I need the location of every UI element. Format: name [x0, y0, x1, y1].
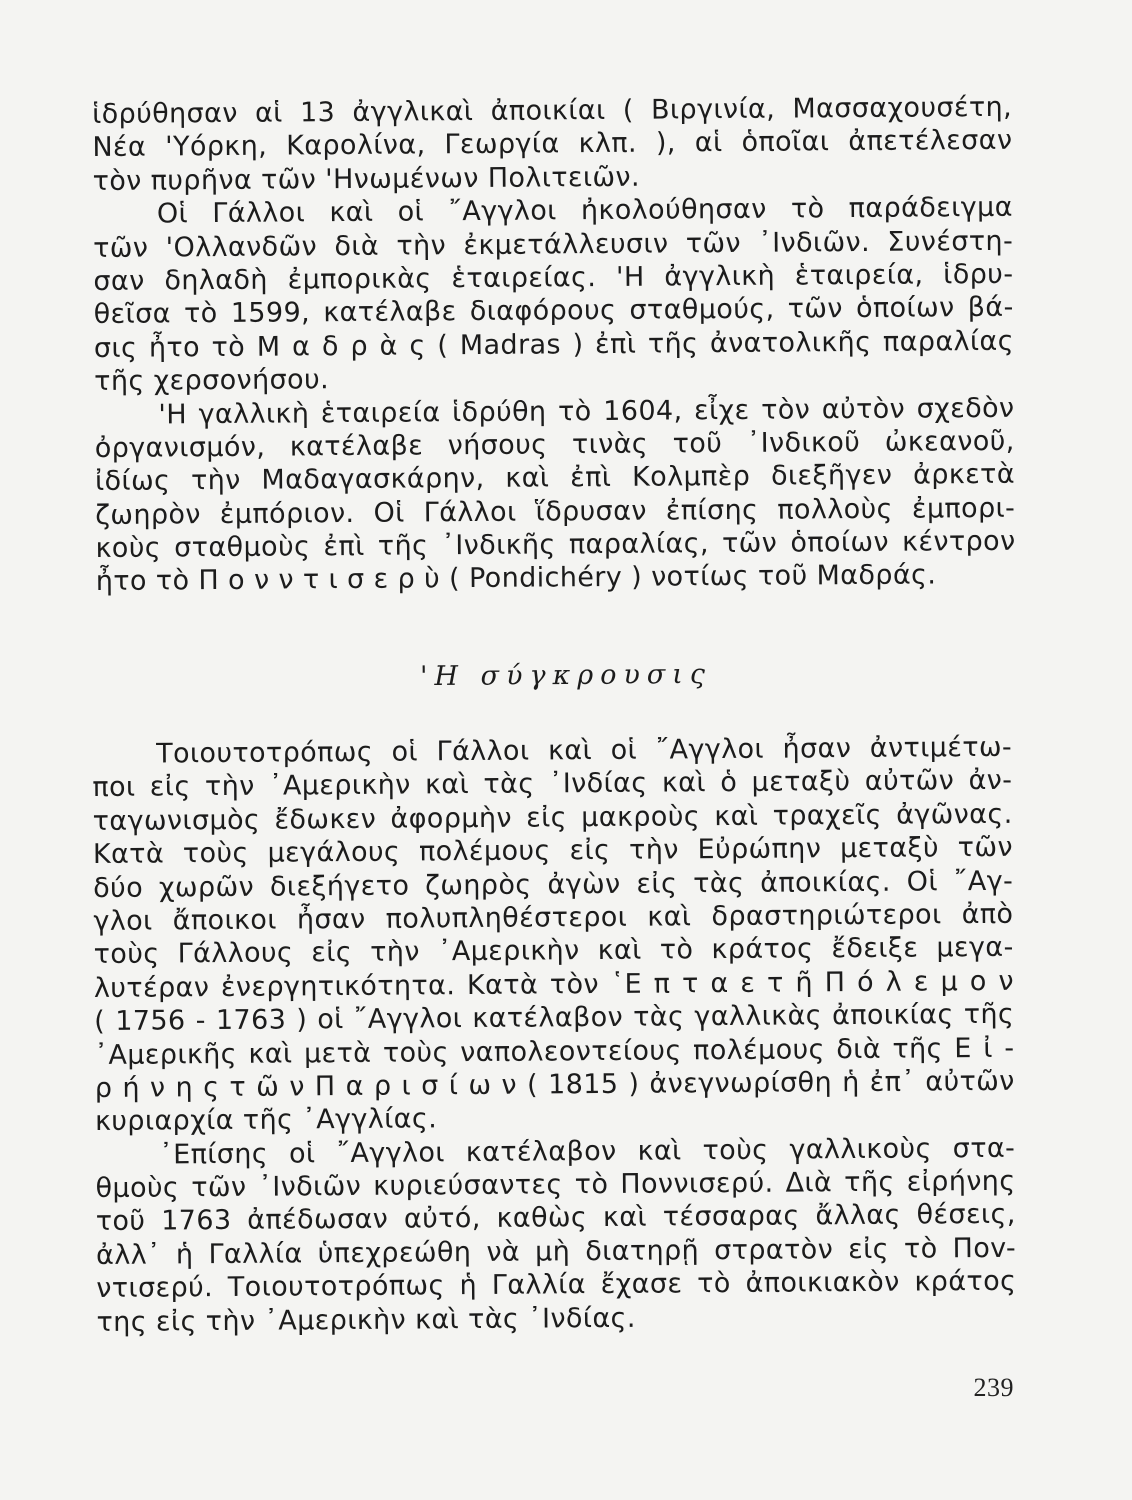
text-line: ἱδρύθησαν αἱ 13 ἀγγλικαὶ ἀποικίαι ( Βιργινία, Μασσαχουσέτη, — [92, 91, 1013, 130]
section-heading: 'Η σύγκρουσις — [419, 658, 713, 693]
text-line: ντισερύ. Τοιουτοτρόπως ἡ Γαλλία ἔχασε τὸ ἀποικιακὸν κράτος — [96, 1266, 1017, 1305]
text-line: τοὺς Γάλλους εἰς τὴν ᾽Αμερικὴν καὶ τὸ κράτος ἔδειξε μεγα- — [93, 932, 1014, 971]
text-line: ὀργανισμόν, κατέλαβε νήσους τινὰς τοῦ ᾽Ινδικοῦ ὠκεανοῦ, — [94, 425, 1015, 464]
text-line: ἦτο τὸ Π ο ν ν τ ι σ ε ρ ὺ ( Pondichéry ) νοτίως τοῦ Μαδράς. — [95, 559, 937, 598]
text-line: κυριαρχία τῆς ᾽Αγγλίας. — [94, 1103, 438, 1138]
text-line: ἰδίως τὴν Μαδαγασκάρην, καὶ ἐπὶ Κολμπὲρ διεξῆγεν ἀρκετὰ — [94, 459, 1016, 498]
text-line: ( 1756 - 1763 ) οἱ ῎Αγγλοι κατέλαβον τὰς γαλλικὰς ἀποικίας τῆς — [94, 998, 1015, 1038]
text-line: θεῖσα τὸ 1599, κατέλαβε διαφόρους σταθμούς, τῶν ὁποίων βά- — [93, 292, 1014, 331]
text-line: σις ἦτο τὸ Μ α δ ρ ὰ ς ( Madras ) ἐπὶ τῆς ἀνατολικῆς παραλίας — [93, 325, 1015, 364]
text-line: ζωηρὸν ἐμπόριον. Οἱ Γάλλοι ἵδρυσαν ἐπίσης πολλοὺς ἐμπορι- — [95, 492, 1016, 531]
text-line: λυτέραν ἐνεργητικότητα. Κατὰ τὸν ῾Ε π τ α ε τ ῆ Π ό λ ε μ ο ν — [93, 965, 1015, 1004]
text-line: δύο χωρῶν διεξήγετο ζωηρὸς ἀγὼν εἰς τὰς ἀποικίας. Οἱ ῎Αγ- — [93, 865, 1014, 904]
text-line: τῆς χερσονήσου. — [94, 364, 330, 398]
text-line: της εἰς τὴν ᾽Αμερικὴν καὶ τὰς ᾽Ινδίας. — [96, 1302, 636, 1338]
text-line: Τοιουτοτρόπως οἱ Γάλλοι καὶ οἱ ῎Αγγλοι ἦσαν ἀντιμέτω- — [156, 731, 1013, 770]
page-number: 239 — [973, 1373, 1014, 1402]
text-line: 'Η γαλλικὴ ἑταιρεία ἱδρύθη τὸ 1604, εἶχε τὸν αὐτὸν σχεδὸν — [158, 392, 1015, 431]
text-line: σαν δηλαδὴ ἐμπορικὰς ἑταιρείας. 'Η ἀγγλικὴ ἑταιρεία, ἱδρυ- — [93, 258, 1014, 297]
text-line: ταγωνισμὸς ἔδωκεν ἀφορμὴν εἰς μακροὺς καὶ τραχεῖς ἀγῶνας. — [92, 798, 1013, 837]
text-line: τὸν πυρῆνα τῶν 'Ηνωμένων Πολιτειῶν. — [92, 161, 641, 197]
text-line: Οἱ Γάλλοι καὶ οἱ ῎Αγγλοι ἠκολούθησαν τὸ παράδειγμα — [156, 191, 1014, 230]
text-line: γλοι ἄποικοι ἦσαν πολυπληθέστεροι καὶ δραστηριώτεροι ἀπὸ — [93, 898, 1014, 937]
text-block-upper — [92, 91, 1016, 599]
text-line: τῶν 'Ολλανδῶν διὰ τὴν ἐκμετάλλευσιν τῶν ᾽Ινδιῶν. Συνέστη- — [93, 225, 1014, 264]
text-line: ποι εἰς τὴν ᾽Αμερικὴν καὶ τὰς ᾽Ινδίας καὶ ὁ μεταξὺ αὐτῶν ἀν- — [92, 765, 1013, 804]
text-line: Κατὰ τοὺς μεγάλους πολέμους εἰς τὴν Εὐρώπην μεταξὺ τῶν — [92, 831, 1014, 871]
text-line: ἀλλ᾽ ἡ Γαλλία ὑπεχρεώθη νὰ μὴ διατηρῇ στρατὸν εἰς τὸ Ποv- — [95, 1232, 1017, 1271]
text-line: ρ ή ν η ς τ ῶ ν Π α ρ ι σ ί ω ν ( 1815 ) ἀνεγνωρίσθη ἡ ἐπ᾽ αὐτῶν — [94, 1065, 1015, 1104]
text-line: ᾽Αμερικῆς καὶ μετὰ τοὺς ναπολεοντείους πολέμους διὰ τῆς Ε ἰ - — [94, 1032, 1015, 1071]
text-line: ᾽Επίσης οἱ ῎Αγγλοι κατέλαβον καὶ τοὺς γαλλικοὺς στα- — [159, 1132, 1016, 1171]
text-line: θμοὺς τῶν ᾽Ινδιῶν κυριεύσαντες τὸ Ποννισερύ. Διὰ τῆς εἰρήνης — [95, 1165, 1016, 1205]
text-line: τοῦ 1763 ἀπέδωσαν αὐτό, καθὼς καὶ τέσσαρας ἄλλας θέσεις, — [95, 1199, 1016, 1238]
text-block-lower — [92, 731, 1017, 1339]
text-line: Νέα 'Υόρκη, Καρολίνα, Γεωργία κλπ. ), αἱ ὁποῖαι ἀπετέλεσαν — [92, 125, 1013, 164]
text-line: κοὺς σταθμοὺς ἐπὶ τῆς ᾽Ινδικῆς παραλίας, τῶν ὁποίων κέντρον — [95, 525, 1016, 565]
